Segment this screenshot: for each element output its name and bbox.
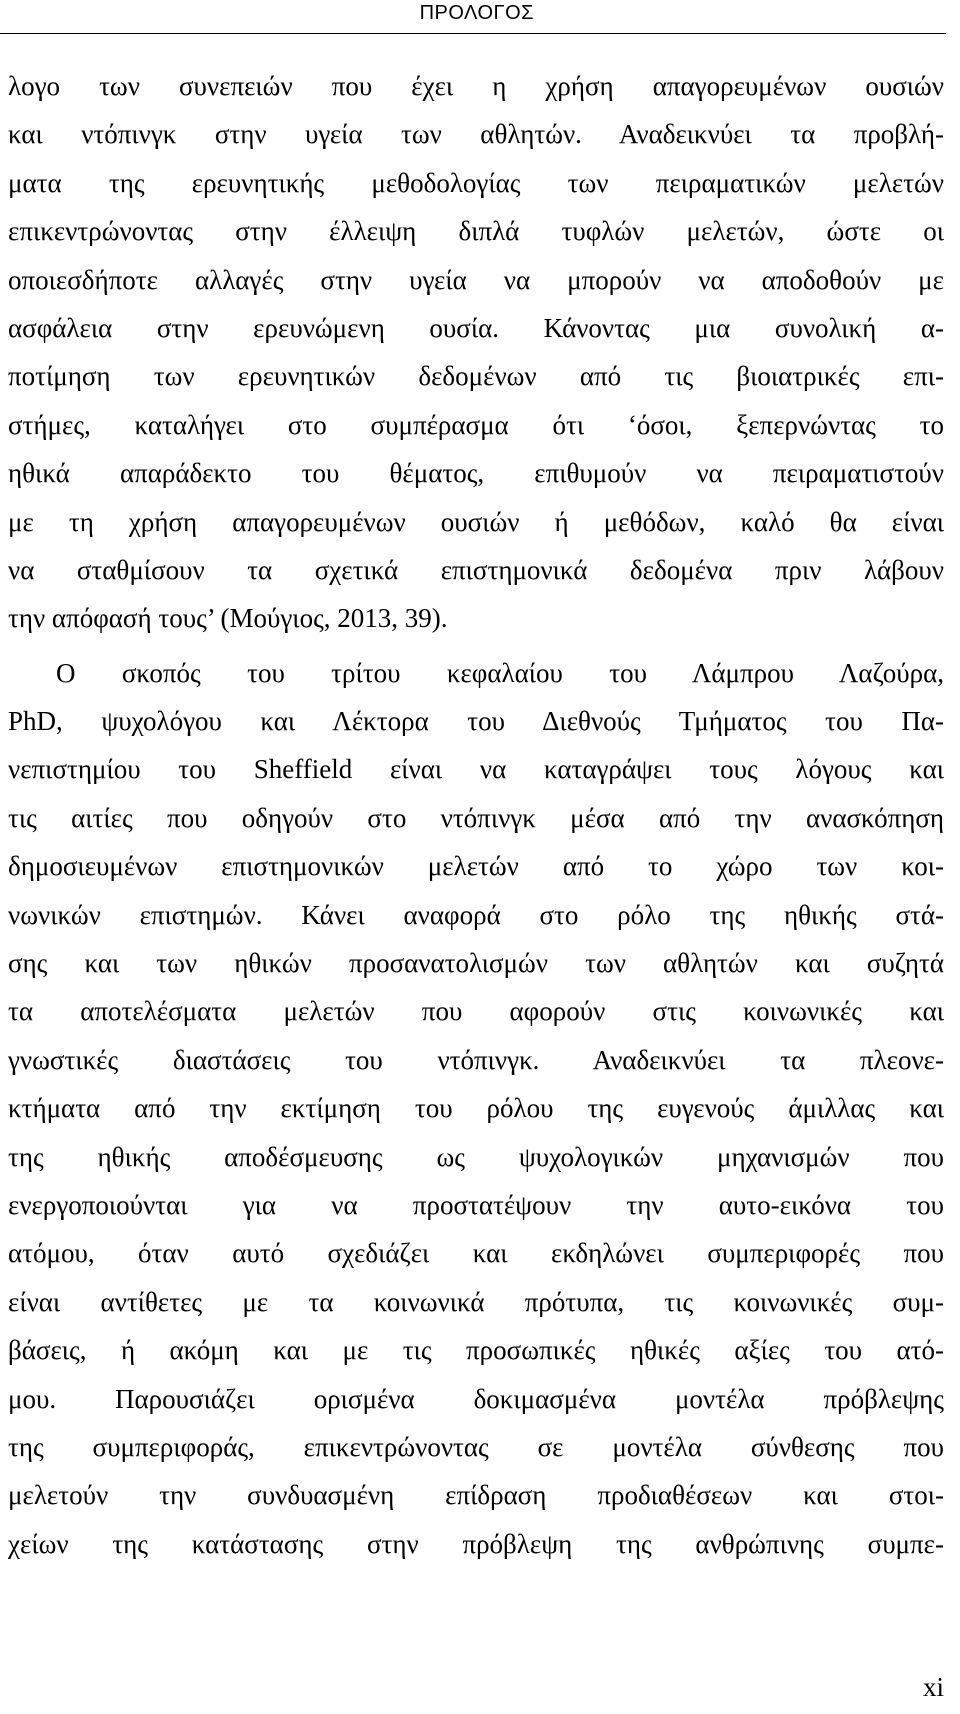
running-header-title: ΠΡΟΛΟΓΟΣ — [419, 2, 534, 24]
text-line: επικεντρώνοντας στην έλλειψη διπλά τυφλών μελετών, ώστε οι — [8, 216, 944, 247]
text-line: και ντόπινγκ στην υγεία των αθλητών. Αναδεικνύει τα προβλή- — [8, 119, 944, 150]
text-line: ηθικά απαράδεκτο του θέματος, επιθυμούν να πειραματιστούν — [8, 458, 944, 489]
text-line: στήμες, καταλήγει στο συμπέρασμα ότι ‘όσοι, ξεπερνώντας το — [8, 409, 944, 440]
text-line: οποιεσδήποτε αλλαγές στην υγεία να μπορούν να αποδοθούν με — [8, 264, 944, 295]
text-line: δημοσιευμένων επιστημονικών μελετών από το χώρο των κοι- — [8, 851, 944, 882]
text-line: ασφάλεια στην ερευνώμενη ουσία. Κάνοντας μια συνολική α- — [8, 312, 944, 343]
text-line: ποτίμηση των ερευνητικών δεδομένων από τις βιοιατρικές επι- — [8, 361, 944, 392]
text-line: να σταθμίσουν τα σχετικά επιστημονικά δεδομένα πριν λάβουν — [8, 554, 944, 585]
text-line: τα αποτελέσματα μελετών που αφορούν στις κοινωνικές και — [8, 996, 944, 1027]
text-line: ενεργοποιούνται για να προστατέψουν την αυτο-εικόνα του — [8, 1189, 944, 1220]
text-line: της συμπεριφοράς, επικεντρώνοντας σε μοντέλα σύνθεσης που — [8, 1431, 944, 1462]
page-number: xi — [922, 1672, 944, 1702]
text-line: τις αιτίες που οδηγούν στο ντόπινγκ μέσα από την ανασκόπηση — [8, 802, 944, 833]
text-line: νωνικών επιστημών. Κάνει αναφορά στο ρόλο της ηθικής στά- — [8, 899, 944, 930]
paragraph-2 — [8, 649, 944, 1568]
text-line: γνωστικές διαστάσεις του ντόπινγκ. Αναδεικνύει τα πλεονε- — [8, 1044, 944, 1075]
text-line: κτήματα από την εκτίμηση του ρόλου της ευγενούς άμιλλας και — [8, 1093, 944, 1124]
text-line: χείων της κατάστασης στην πρόβλεψη της ανθρώπινης συμπε- — [8, 1528, 944, 1559]
text-line: σης και των ηθικών προσανατολισμών των αθλητών και συζητά — [8, 948, 944, 979]
text-line: μου. Παρουσιάζει ορισμένα δοκιμασμένα μοντέλα πρόβλεψης — [8, 1383, 944, 1414]
text-line: νεπιστημίου του Sheffield είναι να καταγράψει τους λόγους και — [8, 754, 944, 785]
text-line: είναι αντίθετες με τα κοινωνικά πρότυπα, τις κοινωνικές συμ- — [8, 1286, 944, 1317]
text-line: με τη χρήση απαγορευμένων ουσιών ή μεθόδων, καλό θα είναι — [8, 506, 944, 537]
text-line: ατόμου, όταν αυτό σχεδιάζει και εκδηλώνει συμπεριφορές που — [8, 1238, 944, 1269]
text-line: της ηθικής αποδέσμευσης ως ψυχολογικών μηχανισμών που — [8, 1141, 944, 1172]
running-header — [0, 0, 946, 34]
text-line: μελετούν την συνδυασμένη επίδραση προδιαθέσεων και στοι- — [8, 1480, 944, 1511]
body-text — [8, 62, 944, 1568]
text-line: λογο των συνεπειών που έχει η χρήση απαγορευμένων ουσιών — [8, 71, 944, 101]
text-line: PhD, ψυχολόγου και Λέκτορα του Διεθνούς Τμήματος του Πα- — [8, 706, 944, 737]
text-line: βάσεις, ή ακόμη και με τις προσωπικές ηθικές αξίες του ατό- — [8, 1335, 944, 1366]
text-line: Ο σκοπός του τρίτου κεφαλαίου του Λάμπρου Λαζούρα, — [56, 657, 944, 688]
paragraph-1 — [8, 62, 944, 643]
text-line: ματα της ερευνητικής μεθοδολογίας των πειραματικών μελετών — [8, 167, 944, 198]
text-line: την απόφασή τους’ (Μούγιος, 2013, 39). — [8, 603, 448, 634]
